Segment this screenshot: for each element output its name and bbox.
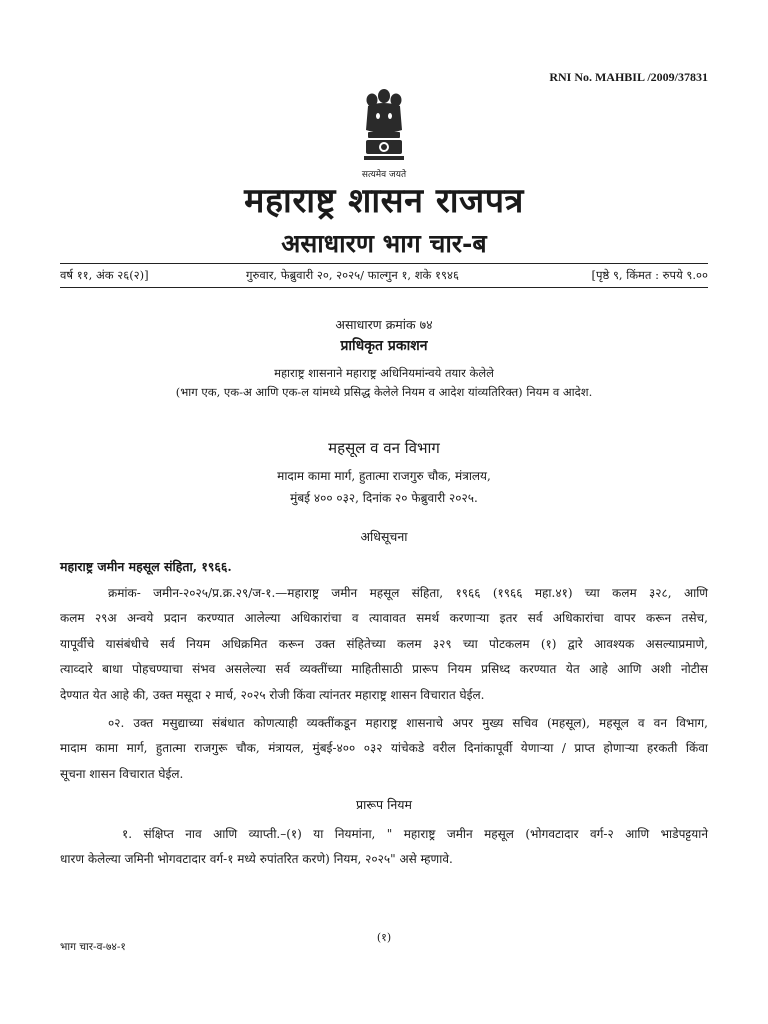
authorized-publication: प्राधिकृत प्रकाशन <box>340 338 428 354</box>
extraordinary-number: असाधारण क्रमांक ७४ <box>335 317 433 332</box>
paragraph-2 <box>60 711 708 787</box>
gazette-subtitle: असाधारण भाग चार-ब <box>281 229 487 258</box>
top-divider <box>60 263 708 264</box>
paragraph-line: देण्यात येत आहे की, उक्त मसूदा २ मार्च, २०२५ रोजी किंवा त्यांनतर महाराष्ट्र शासन विचारात घेईल. <box>60 687 485 702</box>
notification-heading: अधिसूचना <box>360 529 408 544</box>
bottom-divider <box>60 287 708 288</box>
paragraph-line: यापूर्वीचे यासंबंधीचे सर्व नियम अधिक्रमित करून उक्त संहितेच्या कलम ३२९ च्या पोटकलम (१) द्वारे आवश्यक असल्याप्रमाणे, <box>60 636 708 651</box>
issue-date: गुरुवार, फेब्रुवारी २०, २०२५/ फाल्गुन १, शके १९४६ <box>246 268 459 282</box>
paragraph-line: त्याव्दारे बाधा पोहचण्याचा संभव असलेल्या सर्व व्यक्तींच्या माहितीसाठी प्रारूप नियम प्रसिध्द करण्यात येत आहे आणि अशी नोटीस <box>60 662 708 677</box>
pages-price: [पृष्ठे ९, किंमत : रुपये ९.०० <box>591 268 708 282</box>
paragraph-line: ०२. उक्त मसुद्याच्या संबंधात कोणत्याही व्यक्तींकडून महाराष्ट्र शासनाचे अपर मुख्य सचिव (महसूल), महसूल व वन विभाग, <box>108 716 708 730</box>
rule-1 <box>60 822 708 873</box>
paragraph-line: मादाम कामा मार्ग, हुतात्मा राजगुरू चौक, मंत्रायल, मुंबई-४०० ०३२ यांचेकडे वरील दिनांकापूर्वी येणाऱ्या / प्राप्त होणाऱ्या हरकती किंवा <box>60 741 708 756</box>
issue-volume: वर्ष ११, अंक २६(२)] <box>60 268 149 282</box>
paragraph-1 <box>60 581 708 708</box>
department-city-date: मुंबई ४०० ०३२, दिनांक २० फेब्रुवारी २०२५. <box>290 491 478 505</box>
paragraph-line: क्रमांक- जमीन-२०२५/प्र.क्र.२९/ज-१.—महाराष्ट्र जमीन महसूल संहिता, १९६६ (१९६६ महा.४१) च्या कलम ३२८, आणि <box>108 586 708 600</box>
rni-number: RNI No. MAHBIL /2009/37831 <box>549 70 708 84</box>
state-emblem-icon <box>358 86 410 168</box>
footer-code: भाग चार-व-७४-१ <box>60 941 126 953</box>
national-motto: सत्यमेव जयते <box>361 170 407 180</box>
prepared-by-line: महाराष्ट्र शासनाने महाराष्ट्र अधिनियमांन्वये तयार केलेले <box>274 366 494 380</box>
exclusions-line: (भाग एक, एक-अ आणि एक-ल यांमध्ये प्रसिद्ध केलेले नियम व आदेश यांव्यतिरिक्त) नियम व आदेश. <box>175 385 593 399</box>
gazette-title: महाराष्ट्र शासन राजपत्र <box>244 181 524 221</box>
act-title: महाराष्ट्र जमीन महसूल संहिता, १९६६. <box>60 559 232 574</box>
page-number: (१) <box>376 931 392 944</box>
department-address: मादाम कामा मार्ग, हुतात्मा राजगुरु चौक, मंत्रालय, <box>277 469 491 483</box>
paragraph-line: १. संक्षिप्त नाव आणि व्याप्ती.–(१) या नियमांना, " महाराष्ट्र जमीन महसूल (भोगवटादार वर्ग-२ आणि भाडेपट्टयाने <box>122 827 708 841</box>
paragraph-line: धारण केलेल्या जमिनी भोगवटादार वर्ग-१ मध्ये रुपांतरित करणे) नियम, २०२५" असे म्हणावे. <box>60 852 453 867</box>
department-name: महसूल व वन विभाग <box>328 439 440 457</box>
paragraph-line: सूचना शासन विचारात घेईल. <box>60 766 184 781</box>
paragraph-line: कलम २९अ अन्वये प्रदान करण्यात आलेल्या अधिकारांचा व त्यावावत समर्थ करणाऱ्या इतर सर्व अधिकारांचा वापर करून तसेच, <box>60 611 708 626</box>
draft-rules-heading: प्रारूप नियम <box>355 797 413 812</box>
